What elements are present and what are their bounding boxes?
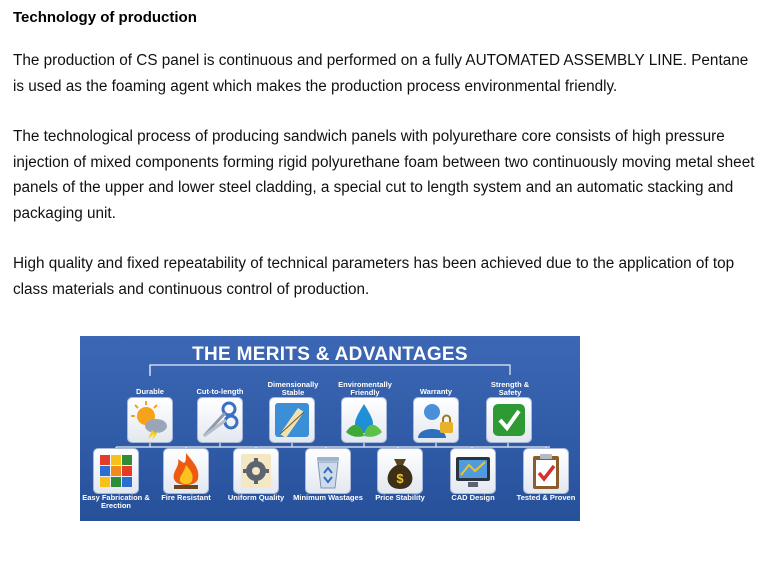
label-durable: Durable xyxy=(136,387,164,396)
fire-icon xyxy=(164,449,208,493)
paragraph-quality: High quality and fixed repeatability of technical parameters has been achieved due to the application of top class materials and continuous control of production. xyxy=(13,255,735,298)
label-uniform-quality: Uniform Quality xyxy=(227,493,285,502)
label-tested-proven: Tested & Proven xyxy=(516,493,576,502)
moneybag-icon xyxy=(378,449,422,493)
label-warranty: Warranty xyxy=(419,387,453,396)
cube-icon xyxy=(94,449,138,493)
recycle-bin-icon xyxy=(306,449,350,493)
banner-title: THE MERITS & ADVANTAGES xyxy=(192,344,468,365)
shield-check-icon xyxy=(487,398,531,442)
label-cut-to-length: Cut-to-length xyxy=(196,387,244,396)
leaf-drop-icon xyxy=(342,398,386,442)
paragraph-process: The technological process of producing sandwich panels with polyurethare core consists of high pressure injection of mixed components forming rigid polyurethane foam between two continuously moving metal sheet panels of the upper and lower steel cladding, a special cut to length system and an automatic stacking and packaging unit. xyxy=(13,128,755,222)
merits-advantages-banner xyxy=(80,336,580,521)
user-lock-icon xyxy=(414,398,458,442)
clipboard-check-icon xyxy=(524,449,568,493)
label-dimensionally-stable: Dimensionally Stable xyxy=(267,380,319,397)
label-minimum-wastages: Minimum Wastages xyxy=(293,493,363,502)
cad-monitor-icon xyxy=(451,449,495,493)
label-cad-design: CAD Design xyxy=(451,493,495,502)
label-price-stability: Price Stability xyxy=(375,493,425,502)
label-strength-safety: Strength & Safety xyxy=(490,380,530,397)
page-heading: Technology of production xyxy=(13,9,197,26)
gear-document-icon xyxy=(234,449,278,493)
ruler-pen-icon xyxy=(270,398,314,442)
svg-text:$: $ xyxy=(396,471,404,486)
label-environmentally-friendly: Enviromentally Friendly xyxy=(338,380,392,397)
label-fire-resistant: Fire Resistant xyxy=(161,493,211,502)
sun-weather-icon xyxy=(128,398,172,442)
label-easy-fabrication: Easy Fabrication & Erection xyxy=(82,493,150,510)
scissors-icon xyxy=(198,398,242,442)
paragraph-production: The production of CS panel is continuous and performed on a fully AUTOMATED ASSEMBLY LINE. Pentane is used as the foaming agent which makes the production process environmental friendly. xyxy=(13,52,749,95)
